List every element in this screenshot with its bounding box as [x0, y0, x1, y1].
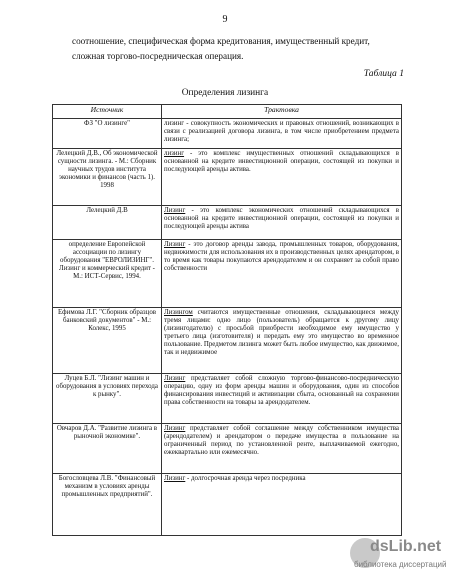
definition-text: представляет собой сложную торгово-финансово-посредническую операцию, одну из форм аренды машин и оборудования, один из способов финансирования инвестиций и активизации сбыта, основанный на сохранении права собственности на товары за арендодателем. — [164, 375, 399, 407]
definition-term: Лизинг — [164, 375, 186, 382]
definition-cell — [162, 119, 402, 149]
definition-cell — [162, 374, 402, 424]
definition-text: - это комплекс экономических отношений складывающихся в основанной на кредите инвестиционной операции, состоящей из покупки и последующей аренды актива — [164, 207, 399, 231]
definition-text: лизинг - совокупность экономических и правовых отношений, возникающих в связи с реализацией договора лизинга, в том числе приобретением предмета лизинга; — [164, 120, 399, 144]
table-header-row — [53, 105, 402, 119]
definition-term: лизинг — [164, 150, 185, 157]
source-cell: Лелецкий Д.В — [53, 206, 162, 240]
definition-cell — [162, 149, 402, 206]
table-title: Определения лизинга — [181, 88, 269, 98]
definition-term: Лизинг — [164, 207, 186, 214]
intro-paragraph — [72, 34, 412, 64]
source-cell: Лелецкий Д.В., Об экономической сущности лизинга. - М.: Сборник научных трудов института экономики и финансов (часть 1). 1998 — [53, 149, 162, 206]
definition-text: - долгосрочная аренда через посредника — [185, 475, 306, 482]
dslib-logo — [350, 536, 446, 578]
table-row — [53, 149, 402, 206]
header-definition: Трактовка — [162, 105, 402, 119]
header-source: Источник — [53, 105, 162, 119]
table-label: Таблица 1 — [363, 68, 404, 79]
definition-term: Лизинг — [164, 241, 186, 248]
intro-line-1: соотношение, специфическая форма кредитования, имущественный кредит, — [72, 36, 370, 46]
table-row — [53, 374, 402, 424]
table-row — [53, 119, 402, 149]
table-row — [53, 308, 402, 374]
source-cell: Богословцева Л.В. "Финансовый механизм в условиях аренды промышленных предприятий". — [53, 474, 162, 536]
definition-text: считаются имущественные отношения, складывающиеся между тремя лицами: одно лицо (пользователь) обращается к другому лицу (лизингодателю) с просьбой приобрести необходимое ему имущество у третьего лица (изготовителя) и передать ему это имущество во временное пользование. Предметом лизинга может быть любое имущество, как движимое, так и недвижимое — [164, 309, 399, 357]
table-row — [53, 474, 402, 536]
logo-name: dsLib.net — [370, 538, 442, 555]
definition-cell — [162, 206, 402, 240]
definition-text: - это договор аренды завода, промышленных товаров, оборудования, недвижимости для использования их в производственных целях арендатором, в то время как товары покупаются арендодателем и он сохраняет за собой право собственности — [164, 241, 399, 273]
definition-term: Лизингом — [164, 309, 193, 316]
logo-subtitle: библиотека диссертаций — [354, 560, 447, 569]
definition-term: Лизинг — [164, 425, 186, 432]
source-cell: Овчаров Д.А. "Развитие лизинга в рыночной экономике". — [53, 424, 162, 474]
source-cell: Луцев Б.Л. "Лизинг машин и оборудования в условиях перехода к рынку". — [53, 374, 162, 424]
definition-cell — [162, 308, 402, 374]
definition-cell — [162, 424, 402, 474]
source-cell: Ефимова Л.Г. "Сборник образцов банковский документов" - М.: Колекс, 1995 — [53, 308, 162, 374]
definition-text: - это комплекс имущественных отношений складывающихся в основанной на кредите инвестиционной операции, состоящей из покупки и последующей аренды актива. — [164, 150, 399, 174]
definition-cell — [162, 474, 402, 536]
definition-text: представляет собой соглашение между собственником имущества (арендодателем) и арендатором о передаче имущества в пользование на ограниченный период по установленной ренте, выплачиваемой ежегодно, ежеквартально или ежемесячно. — [164, 425, 399, 457]
definition-term: Лизинг — [164, 475, 186, 482]
intro-line-2: сложная торгово-посредническая операция. — [72, 51, 244, 61]
table-row — [53, 240, 402, 308]
definition-cell — [162, 240, 402, 308]
source-cell: ФЗ "О лизинге" — [53, 119, 162, 149]
table-row — [53, 424, 402, 474]
table-row — [53, 206, 402, 240]
source-cell: определение Европейской ассоциации по лизингу оборудования "ЕВРОЛИЗИНГ". Лизинг и коммерческий кредит - М.: ИСТ-Сервис, 1994. — [53, 240, 162, 308]
page-number: 9 — [222, 14, 228, 25]
leasing-definitions-table — [52, 104, 402, 536]
